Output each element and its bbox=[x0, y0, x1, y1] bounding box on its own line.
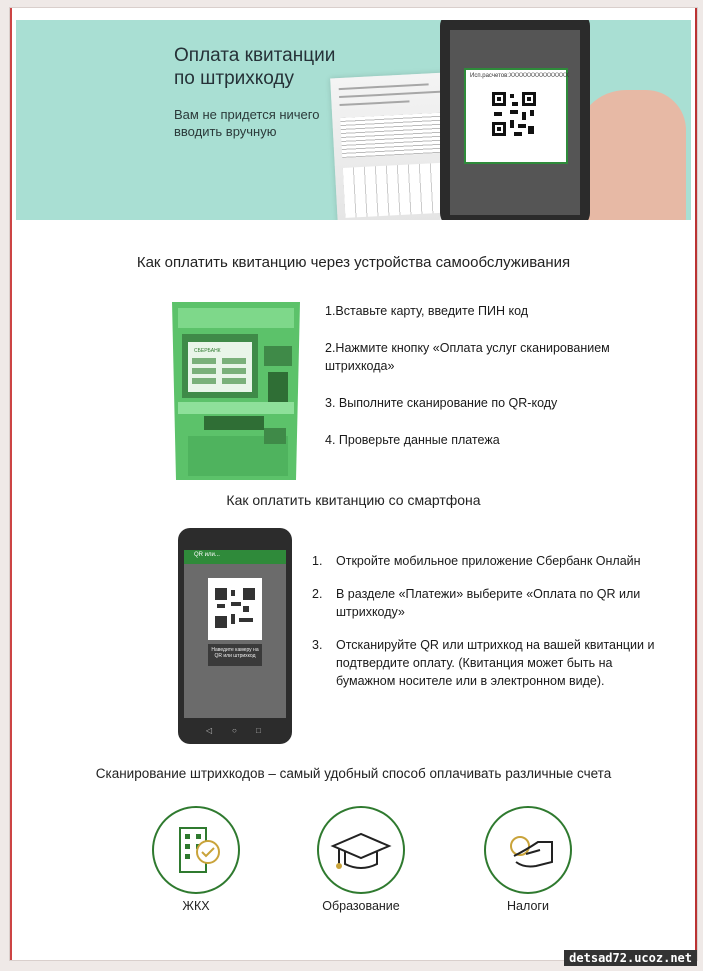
atm-steps bbox=[325, 302, 675, 449]
page-sheet bbox=[10, 8, 697, 960]
qr-code-icon bbox=[213, 586, 257, 630]
qr-code-icon bbox=[490, 90, 538, 138]
label-taxes: Налоги bbox=[507, 899, 549, 913]
label-zhkh: ЖКХ bbox=[182, 899, 210, 913]
smartphone-illustration bbox=[178, 528, 292, 744]
phone-screen-hint: Наведите камеру на QR или штрихкод bbox=[208, 644, 262, 666]
phone-steps bbox=[312, 552, 657, 705]
hand-coin-icon bbox=[484, 806, 572, 894]
atm-section-heading: Как оплатить квитанцию через устройства самообслуживания bbox=[136, 254, 571, 271]
back-icon: ◁ bbox=[206, 726, 213, 735]
atm-screen-brand: СБЕРБАНК bbox=[194, 348, 221, 354]
atm-step-2: 2.Нажмите кнопку «Оплата услуг сканированием штрихкода» bbox=[325, 341, 610, 373]
banner-title: Оплата квитанции по штрихкоду bbox=[174, 45, 336, 89]
label-education: Образование bbox=[322, 899, 400, 913]
graduation-cap-icon bbox=[317, 806, 405, 894]
phone-step-3: 3. Отсканируйте QR или штрихкод на вашей квитанции и подтвердите оплату. (Квитанция может быть на бумажном носителе или в электронном виде). bbox=[312, 638, 655, 688]
atm-step-4: 4. Проверьте данные платежа bbox=[325, 433, 500, 447]
footer-heading: Сканирование штрихкодов – самый удобный способ оплачивать различные счета bbox=[95, 766, 612, 781]
phone-step-2: 2. В разделе «Платежи» выберите «Оплата по QR или штрихкоду» bbox=[312, 587, 641, 619]
hero-banner bbox=[16, 20, 691, 220]
home-icon: ○ bbox=[232, 726, 237, 735]
phone-image bbox=[440, 20, 590, 220]
phone-section-heading: Как оплатить квитанцию со смартфона bbox=[226, 492, 481, 508]
recent-apps-icon: □ bbox=[256, 726, 261, 735]
phone-screen-title: QR или... bbox=[194, 552, 220, 558]
phone-step-1: 1. Откройте мобильное приложение Сбербанк Онлайн bbox=[312, 554, 641, 568]
qr-receipt-card bbox=[464, 68, 568, 164]
atm-step-3: 3. Выполните сканирование по QR-коду bbox=[325, 396, 558, 410]
building-check-icon bbox=[152, 806, 240, 894]
receipt-label: Исп.расчетов:XXXXXXXXXXXXXXX bbox=[470, 73, 569, 79]
banner-subtitle: Вам не придется ничего вводить вручную bbox=[174, 107, 320, 139]
hand-image bbox=[576, 90, 686, 220]
watermark: detsad72.ucoz.net bbox=[564, 950, 697, 966]
atm-illustration bbox=[168, 296, 304, 480]
atm-step-1: 1.Вставьте карту, введите ПИН код bbox=[325, 304, 529, 318]
